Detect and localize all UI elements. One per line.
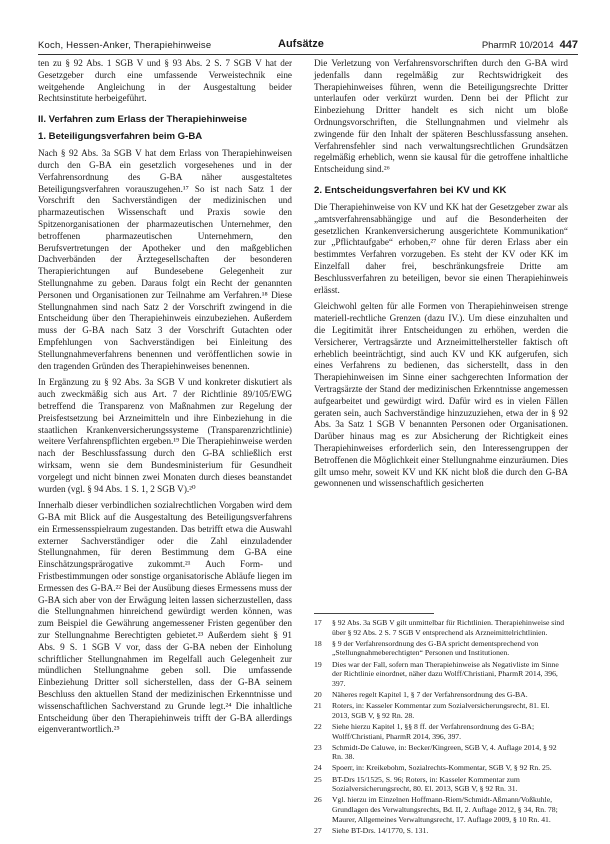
footnote: [314, 826, 568, 836]
left-column: [38, 58, 292, 741]
footnotes: [314, 613, 568, 837]
footnote-separator: [314, 613, 434, 614]
paragraph: ten zu § 92 Abs. 1 SGB V und § 93 Abs. 2 S. 7 SGB V hat der Gesetzgeber durch eine umfassende Verweistechnik eine weitgehende Angleichung in der Ausgestaltung beider Rechtsinstitute herbeigeführt.: [38, 58, 292, 104]
footnote-text: Spoerr, in: Kreikebohm, Sozialrechts-Kommentar, SGB V, § 92 Rn. 25.: [332, 763, 552, 773]
footnote-number: 18: [314, 638, 322, 648]
footnote: [314, 722, 568, 741]
section-heading: II. Verfahren zum Erlass der Therapiehinweise: [38, 114, 248, 126]
paragraph: Die Therapiehinweise von KV und KK hat der Gesetzgeber zwar als „amtsverfahrensabhängige und auf die Besonderheiten der gesetzlichen Krankenversicherung ausgerichtete Kommunikation“ zur „Pflichtaufgabe“ erhoben,²⁷ ohne für deren Erlass aber ein bestimmtes Verfahren vorzugeben. Es steht der KV oder KK im Einzelfall daher frei, beschränkungsfreie Dritte am Beschlussverfahren zu beteiligen, bevor sie einen Therapiehinweis erlässt.: [314, 201, 568, 295]
subsection-heading: 2. Entscheidungsverfahren bei KV und KK: [314, 184, 507, 196]
footnote-text: BT-Drs 15/1525, S. 96; Roters, in: Kasseler Kommentar zum Sozialversicherungsrecht, 80. El. 2013, SGB V, § 92 Rn. 31.: [332, 774, 520, 794]
footnote-text: § 92 Abs. 3a SGB V gilt unmittelbar für Richtlinien. Therapiehinweise sind über § 92 Abs. 2 S. 7 SGB V entsprechend als Arzneimittelrichtlinien.: [332, 618, 565, 637]
journal-reference: [482, 39, 578, 51]
footnote: [314, 743, 568, 762]
footnote-number: 19: [314, 659, 322, 669]
footnote-number: 27: [314, 825, 322, 835]
page-number: 447: [559, 39, 578, 51]
footnote: [314, 795, 568, 824]
footnote: [314, 701, 568, 720]
paragraph: Nach § 92 Abs. 3a SGB V hat dem Erlass von Therapiehinweisen durch den G-BA ein gesetzlich vorgesehenes und in der Verfahrensordnung des G-BA näher ausgestaltetes Beteiligungsverfahren vorauszugehen.¹⁷ So ist nach Satz 1 der Vorschrift den Sachverständigen der medizinischen und pharmazeutischen Wissenschaft und Praxis sowie den Spitzenorganisationen der pharmazeutischen Unternehmer, den betroffenen pharmazeutischen Unternehmern, den Berufsvertretungen der Apotheker und den maßgeblichen Dachverbänden der Ärztegesellschaften der besonderen Therapierichtungen auf Bundesebene Gelegenheit zur Stellungnahme zu geben. Daraus folgt ein Recht der genannten Personen und Organisationen zur Teilnahme am Verfahren.¹⁸ Diese Stellungnahmen sind nach Satz 2 der Vorschrift zwingend in die Entscheidung über den Therapiehinweis einzubeziehen. Außerdem muss der G-BA nach Satz 3 der Vorschrift Gutachten oder Empfehlungen von Sachverständigen bei Einleitung des Stellungnahmeverfahrens benennen und veröffentlichen sowie in den tragenden Gründen des Therapiehinweises benennen.: [38, 148, 292, 371]
paragraph: Die Verletzung von Verfahrensvorschriften durch den G-BA wird jedenfalls dann regelmäßig zur Rechtswidrigkeit des Therapiehinweises führen, wenn die Beteiligungsrechte Dritter unterlaufen oder verkürzt wurden. Denn bei der Pflicht zur Einbeziehung Dritter handelt es sich nicht um bloße Ordnungsvorschriften, die Stellungnahmen und vielmehr als zwingende für den Inhalt der späteren Beschlussfassung ansehen. Verfahrensfehler sind nach verwaltungsrechtlichen Grundsätzen regelmäßig erheblich, wenn sie kausal für die getroffene inhaltliche Entscheidung sind.²⁶: [314, 58, 568, 175]
footnote: [314, 763, 568, 773]
footnote-text: Näheres regelt Kapitel 1, § 7 der Verfahrensordnung des G-BA.: [332, 689, 528, 699]
footnote-number: 17: [314, 618, 322, 627]
subsection-heading: 1. Beteiligungsverfahren beim G-BA: [38, 131, 203, 143]
header-rule: [38, 54, 578, 55]
paragraph: Gleichwohl gelten für alle Formen von Therapiehinweisen strenge materiell-rechtliche Grenzen (dazu IV.). Um diese einzuhalten und die Legitimität ihrer Entscheidungen zu erhöhen, werden die Versicherer, Vertragsärzte und Arzneimittelhersteller faktisch oft erheblich beeinträchtigt, sind auch KV und KK aufgerufen, sich eines Verfahrens zu bedienen, das sicherstellt, dass in den Therapiehinweisen im Sinne einer sachgerechten Information der Vertragsärzte der Stand der medizinischen Erkenntnisse angemessen aufgearbeitet und gewürdigt wird. Dafür wird es in vielen Fällen geraten sein, auch Sachverständige hinzuzuziehen, etwa der in § 92 Abs. 3a Satz 1 SGB V benannten Personen oder Organisationen. Darüber hinaus mag es zur Absicherung der Richtigkeit eines Therapiehinweises erforderlich sein, den Interessengruppen der Betroffenen die Möglichkeit einer Stellungnahme einzuräumen. Dies gilt umso mehr, soweit KV und KK nicht bloß die durch den G-BA gewonnenen und wissenschaftlich gesicherten: [314, 301, 568, 489]
footnote-number: 23: [314, 742, 322, 752]
footnote-text: Schmidt-De Caluwe, in: Becker/Kingreen, SGB V, 4. Auflage 2014, § 92 Rn. 38.: [332, 742, 557, 762]
footnote-text: Siehe hierzu Kapitel 1, §§ 8 ff. der Verfahrensordnung des G-BA; Wolff/Christiani, PharmR 2014, 396, 397.: [332, 721, 535, 741]
footnote-list: [314, 618, 568, 835]
footnote: [314, 775, 568, 794]
footnote: [314, 639, 568, 658]
footnote-text: § 9 der Verfahrensordnung des G-BA spricht dementsprechend von „Stellungnahmeberechtigten“ Personen und Institutionen.: [332, 638, 539, 658]
section-title: Aufsätze: [278, 38, 324, 50]
footnote-text: Roters, in: Kasseler Kommentar zum Sozialversicherungsrecht, 81. El. 2013, SGB V, § 92 Rn. 28.: [332, 701, 550, 720]
footnote-text: Dies war der Fall, sofern man Therapiehinweise als Negativliste im Sinne der Richtlinie einordnet, näher dazu Wolff/Christiani, PharmR 2014, 396, 397.: [332, 659, 559, 688]
paragraph: In Ergänzung zu § 92 Abs. 3a SGB V und konkreter diskutiert als auch zweckmäßig sich aus Art. 7 der Richtlinie 89/105/EWG betreffend die Transparenz von Maßnahmen zur Regelung der Preisfestsetzung bei Arzneimitteln und ihre Einbeziehung in die staatlichen Krankenversicherungssysteme (Transparenzrichtlinie) weitere Verfahrenspflichten ergeben.¹⁹ Die Therapiehinweise werden nach der Beschlussfassung durch den G-BA schließlich erst wirksam, wenn sie dem Bundesministerium für Gesundheit vorgelegt und nicht binnen zwei Monaten durch dieses beanstandet wurden (vgl. § 94 Abs. 1 S. 1, 2 SGB V).²⁰: [38, 377, 292, 494]
paragraph: Innerhalb dieser verbindlichen sozialrechtlichen Vorgaben wird dem G-BA mit Blick auf die Ausgestaltung des Beteiligungsverfahrens ein Ermessensspielraum zugestanden. Das betrifft etwa die Auswahl externer Sachverständiger oder die Zahl einzuladender Stellungnahmen, für deren Bestimmung dem G-BA eine Einschätzungsprärogative zukommt.²¹ Auch Form- und Fristbestimmungen oder sonstige organisatorische Abläufe liegen im Ermessen des G-BA.²² Bei der Ausübung dieses Ermessens muss der G-BA sich aber von der Erwägung leiten lassen sicherzustellen, dass die Stellungnahmen hinreichend gewürdigt werden können, was zum Beispiel die Gewährung angemessener Fristen gegenüber den zur Stellungnahme Berechtigten gebietet.²³ Außerdem sieht § 91 Abs. 9 S. 1 SGB V vor, dass der G-BA neben der Einholung schriftlicher Stellungnahmen im Regelfall auch Gelegenheit zur mündlichen Stellungnahme geben soll. Die umfassende Einbeziehung Dritter soll sicherstellen, dass der G-BA seinem Beschluss den aktuellen Stand der medizinischen Erkenntnisse und wissenschaftlichen Sachverstand zu Grunde legt.²⁴ Die inhaltliche Entscheidung über den Therapiehinweis trifft der G-BA allerdings eigenverantwortlich.²⁵: [38, 500, 292, 735]
footnote: [314, 660, 568, 689]
footnote: [314, 618, 568, 637]
footnote-text: Vgl. hierzu im Einzelnen Hoffmann-Riem/Schmidt-Aßmann/Voßkuhle, Grundlagen des Verwaltungsrechts, Bd. II, 2. Auflage 2012, § 34, Rn. 78; Maurer, Allgemeines Verwaltungsrecht, 17. Auflage 2009, § 10 Rn. 41.: [332, 795, 558, 824]
footnote: [314, 690, 568, 700]
journal-issue: PharmR 10/2014: [481, 40, 554, 51]
footnote-text: Siehe BT-Drs. 14/1770, S. 131.: [332, 825, 429, 835]
footnote-number: 26: [314, 795, 322, 805]
footnote-number: 25: [314, 774, 322, 784]
footnote-number: 20: [314, 689, 322, 699]
right-column: [314, 58, 568, 495]
footnote-number: 22: [314, 721, 322, 731]
running-head-authors: Koch, Hessen-Anker, Therapiehinweise: [38, 40, 212, 51]
footnote-number: 21: [314, 701, 322, 711]
page-header: [38, 37, 578, 53]
footnote-number: 24: [314, 763, 322, 773]
